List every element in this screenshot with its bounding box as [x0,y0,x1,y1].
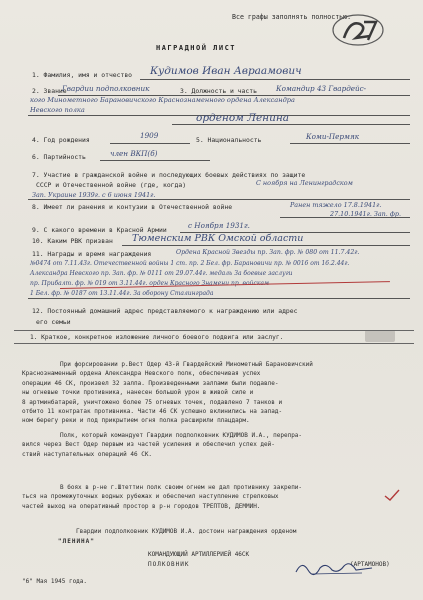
narrative-line: 8 артминбатарей, уничтожено более 75 огневых точек, подавлено 7 танков и [22,398,283,406]
narrative-line: ствий наступательных операций 46 СК. [22,450,153,458]
narrative-line: отбито 11 контратак противника. Части 46 СК успешно вклинились на запад- [22,408,283,415]
signatory-title: КОМАНДУЮЩИЙ АРТИЛЛЕРИЕЙ 46СК [148,551,250,558]
field-7-value-2: Зап. Украине 1939г. с 6 июня 1941г. [32,191,156,199]
field-4-value: 1909 [140,131,159,140]
field-8-value-2: 27.10.1941г. Зап. фр. [330,210,401,218]
document-date: "6" Мая 1945 года. [22,578,88,585]
narrative-line: Полк, который командует Гвардии подполковник КУДИМОВ И.А., перепра- [60,432,303,439]
field-8-label: 8. Имеет ли ранения и контузии в Отечественной войне [32,203,233,211]
field-8-value: Ранен тяжело 17.8.1941г. [290,201,382,209]
field-5-label: 5. Национальность [196,136,262,144]
field-12-label-2: его семьи [36,318,71,326]
field-4-label: 4. Год рождения [32,136,90,144]
field-10-label: 10. Каким РВК призван [32,237,113,245]
field-11-row-2: №0474 от 7.11.43г. Отечественной войны 1 ст. пр. 2 Бел. фр. Барановичи пр. № 0016 от 16.2.44г. [30,260,350,267]
document-title: НАГРАДНОЙ ЛИСТ [156,44,237,52]
field-10-value: Тюменским РВК Омской области [132,233,304,244]
narrative-line: ны огневые точки противника, нанесен большой урон в живой силе и [22,389,254,397]
field-6-label: 6. Партийность [32,153,86,161]
narrative-line: частей выход на оперативный простор в р-н городов ТРЕПТОВ, ДЕММИН. [22,502,261,510]
signatory-name: (АРТАМОНОВ) [350,561,390,568]
field-6-value: член ВКП(б) [110,149,158,158]
handwritten-signature [292,556,382,578]
narrative-line: операции 46 СК, произвел 32 залпа. Произведенными залпами были подавле- [22,379,279,387]
narrative-line: При форсировании р.Вест Одер 43-й Гвардейский Минометный Барановичский [60,361,313,368]
field-2-value: Гвардии подполковник [62,84,150,93]
handwritten-number-stamp [330,12,386,48]
red-check-mark [383,488,401,502]
signatory-rank: ПОЛКОВНИК [148,561,190,568]
field-2-label: 2. Звание [32,87,67,95]
field-11-row-4: пр. Прибалт. фр. № 019 от 3.11.44г. орден Красного Знамени пр. войскам [30,280,269,287]
field-5-value: Коми-Пермяк [306,132,360,141]
field-7-value: С ноября на Ленинградском [256,179,353,187]
field-11-value: Ордена Красной Звезды пр. Зап. фр. № 080 от 11.7.42г. [176,249,360,256]
field-3-continued-2: Невского полка [30,106,85,114]
field-9-value: с Ноября 1931г. [188,221,250,230]
field-1-label: 1. Фамилия, имя и отчество [32,71,133,79]
narrative-line: Краснознаменный ордена Александра Невского полк, обеспечивая успех [22,370,261,378]
narrative-line: вился через Вест Одер первым из частей усиления и обеспечил успех дей- [22,441,275,449]
field-11-row-3: Александра Невского пр. Зап. фр. № 0111 от 29.07.44г. медаль За боевые заслуги [30,270,293,277]
section-heading: 1. Краткое, конкретное изложение личного боевого подвига или заслуг. [30,334,284,341]
field-3-continued: кого Минометного Барановичского Краснознаменного ордена Александра [30,96,295,104]
field-3-label: 3. Должность и часть [180,87,257,95]
field-7-label: 7. Участие в гражданской войне и последующих боевых действиях по защите [32,171,306,179]
order-name: "ЛЕНИНА" [58,538,95,545]
narrative-line: ном берегу реки и под прикрытием огня полка расширили плацдарм. [22,417,250,425]
narrative-line: В боях в р-не г.Штеттин полк своим огнем не дал противнику закрепи- [60,484,303,491]
field-9-label: 9. С какого времени в Красной Армии [32,226,167,234]
header-note: Все графы заполнять полностью. [232,13,352,21]
presentation-value: орденом Ленина [196,112,290,124]
narrative-conclusion: Гвардии подполковник КУДИМОВ И.А. достоин награждения орденом [76,528,297,535]
field-7-label-2: СССР и Отечественной войне (где, когда) [36,181,187,189]
field-11-label: 11. Награды и время награждения [32,250,152,258]
field-3-value: Командир 43 Гвардейс- [276,84,367,93]
field-1-value: Кудимов Иван Авраамович [150,65,302,77]
field-12-label: 12. Постоянный домашний адрес представляемого к награждению или адрес [32,307,298,315]
narrative-line: ться на промежуточных водных рубежах и обеспечил наступление стрелковых [22,493,279,501]
ink-smudge [365,330,395,342]
field-11-row-5: 1 Бел. фр. № 0187 от 13.11.44г. За оборону Сталинграда [30,290,214,297]
